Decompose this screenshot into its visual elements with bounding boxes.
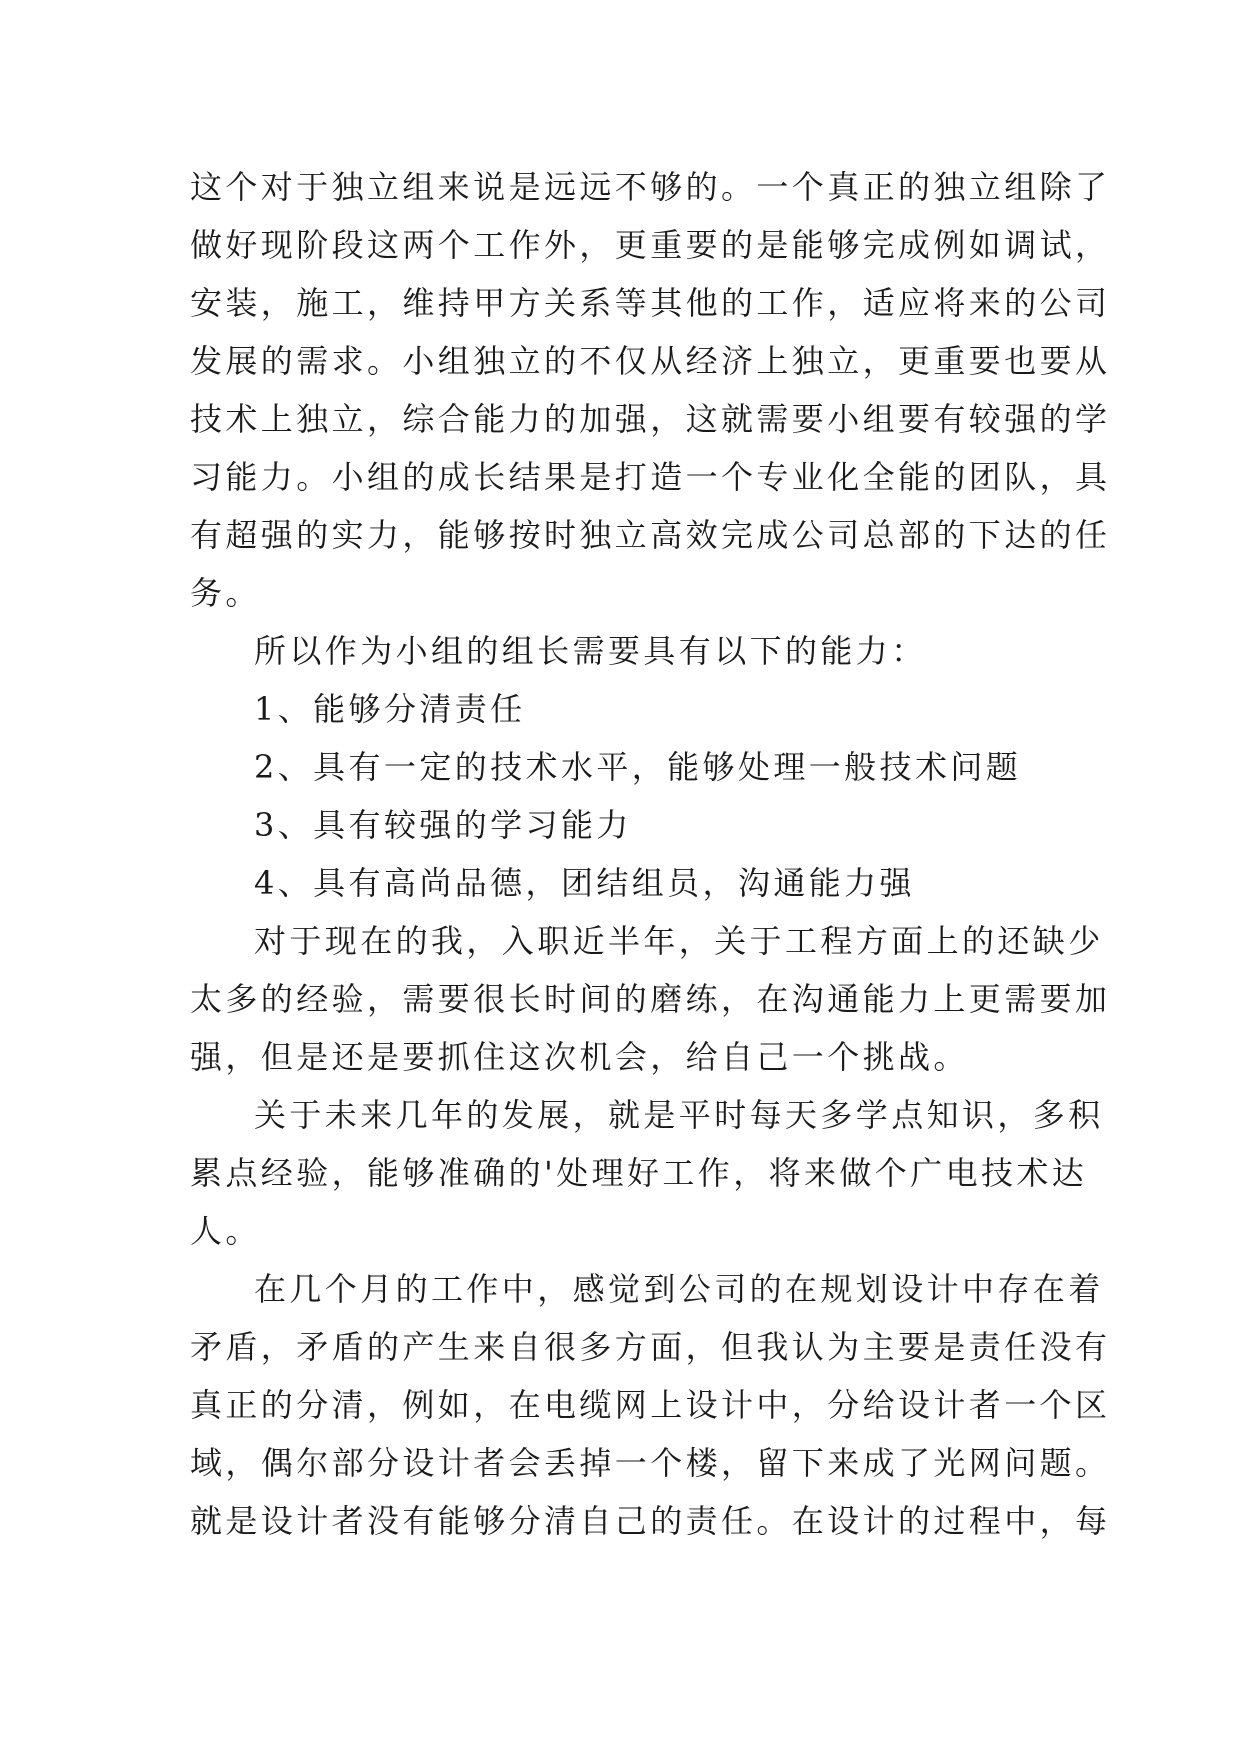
text-line: 务。 bbox=[190, 574, 261, 612]
paragraph-start-line: 对于现在的我，入职近半年，关于工程方面上的还缺少 bbox=[254, 922, 1104, 960]
text-line: 就是设计者没有能够分清自己的责任。在设计的过程中，每 bbox=[190, 1502, 1111, 1540]
text-line: 做好现阶段这两个工作外，更重要的是能够完成例如调试， bbox=[190, 226, 1111, 264]
paragraph-intro-line: 所以作为小组的组长需要具有以下的能力： bbox=[254, 632, 927, 670]
list-item-2: 2、具有一定的技术水平，能够处理一般技术问题 bbox=[254, 748, 1022, 786]
text-line: 域，偶尔部分设计者会丢掉一个楼，留下来成了光网问题。 bbox=[190, 1444, 1111, 1482]
text-line: 太多的经验，需要很长时间的磨练，在沟通能力上更需要加 bbox=[190, 980, 1111, 1018]
paragraph-start-line: 关于未来几年的发展，就是平时每天多学点知识，多积 bbox=[254, 1096, 1104, 1134]
text-line: 人。 bbox=[190, 1212, 261, 1250]
list-item-4: 4、具有高尚品德，团结组员，沟通能力强 bbox=[254, 864, 915, 902]
text-line: 这个对于独立组来说是远远不够的。一个真正的独立组除了 bbox=[190, 168, 1111, 206]
text-line: 真正的分清，例如，在电缆网上设计中，分给设计者一个区 bbox=[190, 1386, 1111, 1424]
text-line: 强，但是还是要抓住这次机会，给自己一个挑战。 bbox=[190, 1038, 969, 1076]
paragraph-start-line: 在几个月的工作中，感觉到公司的在规划设计中存在着 bbox=[254, 1270, 1104, 1308]
text-line: 技术上独立，综合能力的加强，这就需要小组要有较强的学 bbox=[190, 400, 1111, 438]
body-text bbox=[190, 158, 1111, 1550]
text-line: 安装，施工，维持甲方关系等其他的工作，适应将来的公司 bbox=[190, 284, 1111, 322]
text-line: 发展的需求。小组独立的不仅从经济上独立，更重要也要从 bbox=[190, 342, 1111, 380]
text-line: 习能力。小组的成长结果是打造一个专业化全能的团队，具 bbox=[190, 458, 1111, 496]
list-item-3: 3、具有较强的学习能力 bbox=[254, 806, 632, 844]
text-line: 有超强的实力，能够按时独立高效完成公司总部的下达的任 bbox=[190, 516, 1111, 554]
text-line: 累点经验，能够准确的'处理好工作，将来做个广电技术达 bbox=[190, 1154, 1088, 1192]
text-line: 矛盾，矛盾的产生来自很多方面，但我认为主要是责任没有 bbox=[190, 1328, 1111, 1366]
list-item-1: 1、能够分清责任 bbox=[254, 690, 526, 728]
